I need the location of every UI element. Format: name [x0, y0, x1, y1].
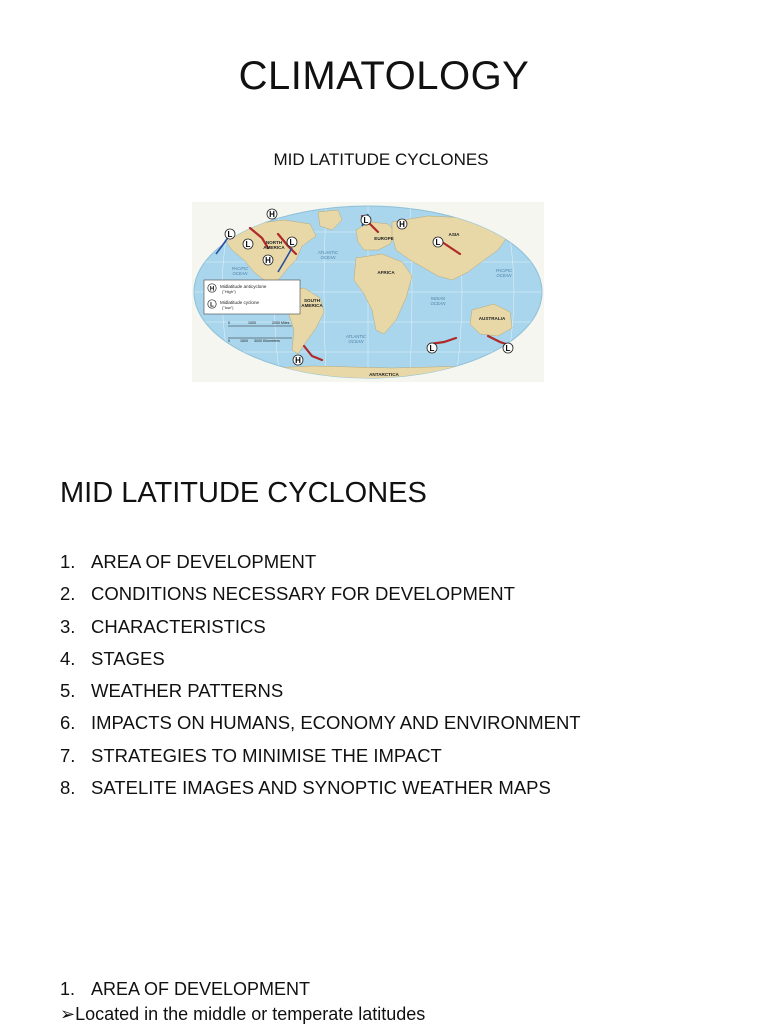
- high-pressure-icon: [397, 219, 407, 229]
- list-item: 6. IMPACTS ON HUMANS, ECONOMY AND ENVIRONMENT: [60, 712, 581, 734]
- label-north-america: NORTH: [265, 240, 283, 245]
- arrow-bullet-icon: ➢: [60, 1004, 76, 1024]
- list-item: 5. WEATHER PATTERNS: [60, 680, 284, 702]
- svg-text:H: H: [295, 356, 301, 365]
- page-subtitle: MID LATITUDE CYCLONES: [273, 150, 489, 169]
- svg-text:L: L: [245, 240, 251, 249]
- svg-text:1500: 1500: [240, 339, 248, 343]
- topic-list: [60, 548, 581, 806]
- svg-text:0: 0: [228, 321, 230, 325]
- svg-text:3000 Kilometers: 3000 Kilometers: [254, 339, 280, 343]
- legend-high-label: Midlatitude anticyclone: [220, 284, 267, 289]
- high-pressure-icon: [267, 209, 277, 219]
- legend-low-label: Midlatitude cyclone: [220, 300, 260, 305]
- svg-text:OCEAN: OCEAN: [348, 339, 364, 344]
- svg-text:ATLANTIC: ATLANTIC: [318, 250, 338, 255]
- world-map-figure: [192, 202, 544, 382]
- high-pressure-icon: [263, 255, 273, 265]
- label-south-america-2: AMERICA: [301, 303, 323, 308]
- svg-text:OCEAN: OCEAN: [320, 255, 336, 260]
- world-map: [192, 202, 544, 382]
- svg-text:L: L: [505, 344, 511, 353]
- svg-text:H: H: [209, 286, 215, 293]
- low-pressure-icon: [427, 343, 437, 353]
- svg-text:INDIAN: INDIAN: [430, 296, 446, 301]
- label-north-america-2: AMERICA: [263, 245, 285, 250]
- svg-text:1000: 1000: [248, 321, 256, 325]
- label-asia: ASIA: [448, 232, 460, 237]
- low-pressure-icon: [225, 229, 235, 239]
- svg-text:L: L: [435, 238, 441, 247]
- list-item: 3. CHARACTERISTICS: [60, 615, 266, 637]
- list-item: 1. AREA OF DEVELOPMENT: [60, 551, 317, 572]
- page-title: CLIMATOLOGY: [238, 54, 530, 98]
- low-pressure-icon: [433, 237, 443, 247]
- list-item: 8. SATELITE IMAGES AND SYNOPTIC WEATHER MAPS: [60, 777, 551, 799]
- list-item: 2. CONDITIONS NECESSARY FOR DEVELOPMENT: [60, 583, 515, 605]
- detail-bullet: ➢Located in the middle or temperate latitudes: [60, 1004, 426, 1024]
- svg-text:2000 Miles: 2000 Miles: [272, 321, 290, 325]
- low-pressure-icon: [361, 215, 371, 225]
- low-pressure-icon: [503, 343, 513, 353]
- svg-text:OCEAN: OCEAN: [430, 301, 446, 306]
- label-antarctica: ANTARCTICA: [369, 372, 399, 377]
- svg-text:ATLANTIC: ATLANTIC: [346, 334, 366, 339]
- svg-text:0: 0: [228, 339, 230, 343]
- list-item: 7. STRATEGIES TO MINIMISE THE IMPACT: [60, 744, 442, 766]
- svg-text:H: H: [269, 210, 275, 219]
- low-pressure-icon: [287, 237, 297, 247]
- legend-high-sub: ("High"): [222, 289, 236, 294]
- section-heading: MID LATITUDE CYCLONES: [60, 477, 427, 509]
- map-legend: [204, 280, 300, 314]
- svg-text:L: L: [227, 230, 233, 239]
- svg-text:OCEAN: OCEAN: [496, 273, 512, 278]
- svg-text:L: L: [429, 344, 435, 353]
- svg-text:L: L: [289, 238, 295, 247]
- svg-text:OCEAN: OCEAN: [232, 271, 248, 276]
- label-africa: AFRICA: [377, 270, 395, 275]
- label-australia: AUSTRALIA: [478, 316, 506, 321]
- legend-low-sub: ("low"): [222, 305, 234, 310]
- low-pressure-icon: [243, 239, 253, 249]
- svg-text:PACIFIC: PACIFIC: [231, 266, 249, 271]
- svg-text:L: L: [363, 216, 369, 225]
- svg-text:L: L: [210, 302, 214, 309]
- detail-heading: 1. AREA OF DEVELOPMENT: [60, 979, 311, 999]
- label-south-america: SOUTH: [303, 298, 321, 303]
- high-pressure-icon: [293, 355, 303, 365]
- svg-text:H: H: [399, 220, 405, 229]
- svg-text:PACIFIC: PACIFIC: [495, 268, 513, 273]
- list-item: 4. STAGES: [60, 647, 165, 669]
- svg-text:H: H: [265, 256, 271, 265]
- label-europe: EUROPE: [374, 236, 394, 241]
